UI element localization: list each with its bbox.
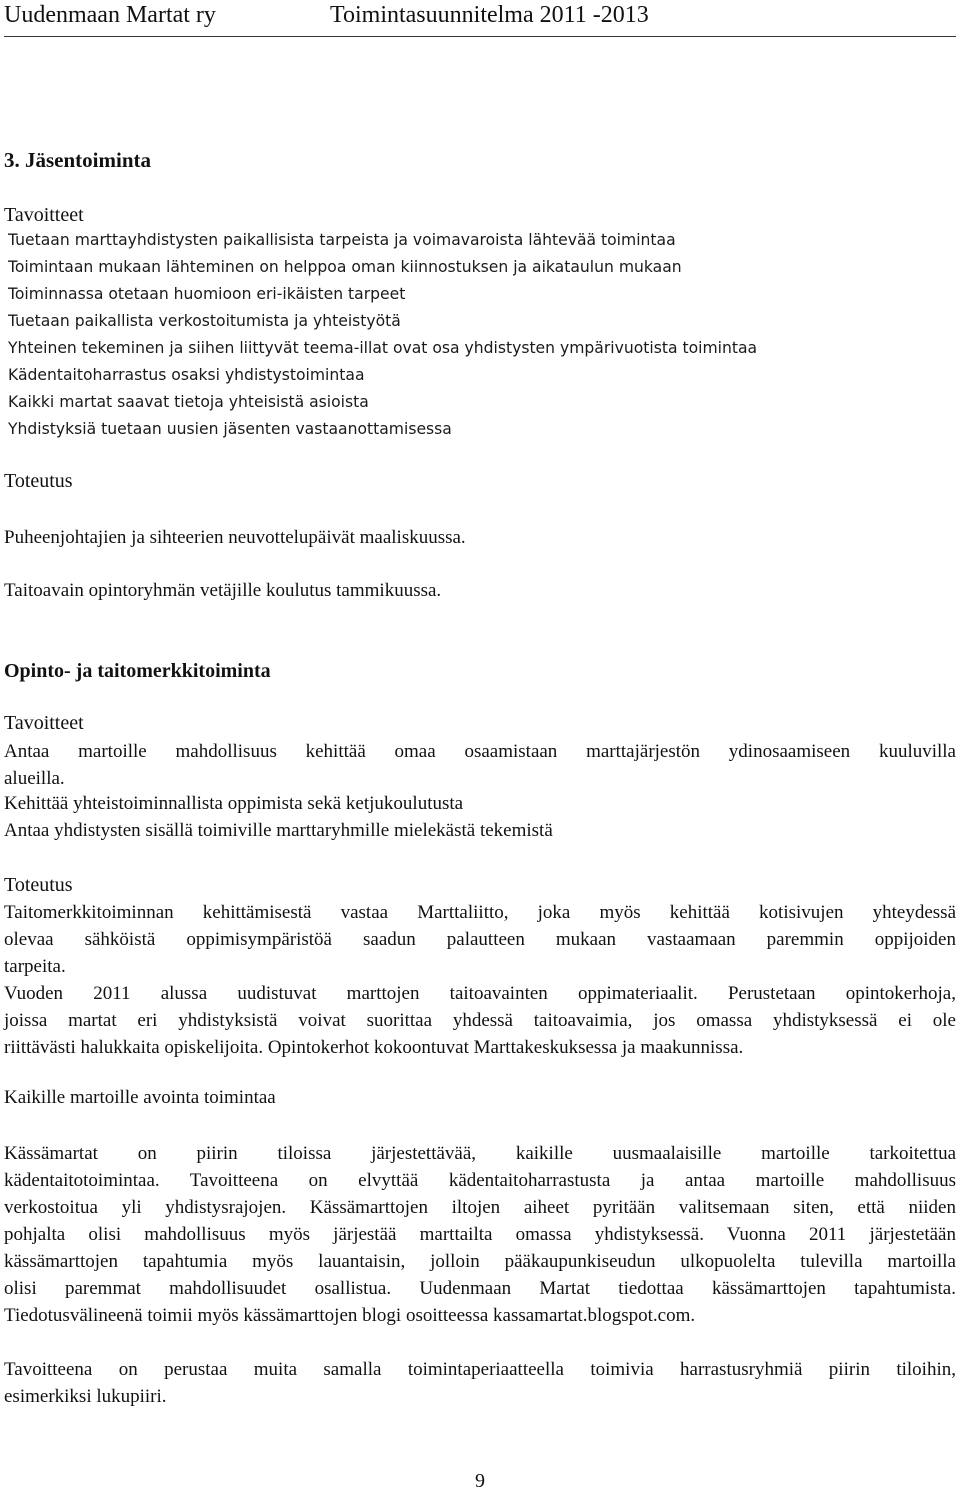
paragraph-kassamartat: [4, 1140, 956, 1329]
list-item: Toimintaan mukaan lähteminen on helppoa oman kiinnostuksen ja aikataulun mukaan: [8, 258, 682, 276]
list-item: Kädentaitoharrastus osaksi yhdistystoimintaa: [8, 366, 365, 384]
goals-line: Antaa martoille mahdollisuus kehittää omaa osaamistaan marttajärjestön ydinosaamiseen kuuluvilla: [4, 741, 956, 762]
section-title: 3. Jäsentoiminta: [4, 148, 151, 172]
paragraph-opintokerhot: [4, 980, 956, 1061]
paragraph-line: Tiedotusvälineenä toimii myös kässämarttojen blogi osoitteessa kassamartat.blogspot.com.: [4, 1305, 696, 1326]
goals-line: Kehittää yhteistoiminnallista oppimista sekä ketjukoulutusta: [4, 793, 464, 814]
implementation-item: Puheenjohtajien ja sihteerien neuvottelupäivät maaliskuussa.: [4, 527, 466, 548]
implementation-heading: Toteutus: [4, 470, 73, 492]
paragraph-line: olevaa sähköistä oppimisympäristöä saadun palautteen mukaan vastaamaan paremmin oppijoiden: [4, 929, 956, 950]
paragraph-line: Taitomerkkitoiminnan kehittämisestä vastaa Marttaliitto, joka myös kehittää kotisivujen yhteydessä: [4, 902, 956, 923]
paragraph-line: verkostoitua yli yhdistysrajojen. Kässämarttojen iltojen aiheet pyritään valitsemaan siten, että niiden: [4, 1197, 956, 1218]
subsection-title: Opinto- ja taitomerkkitoiminta: [4, 660, 271, 682]
list-item: Tuetaan paikallista verkostoitumista ja yhteistyötä: [8, 312, 401, 330]
page-number: 9: [475, 1470, 485, 1492]
page-header: [4, 0, 956, 37]
list-item: Yhteinen tekeminen ja siihen liittyvät teema-illat ovat osa yhdistysten ympärivuotista toimintaa: [8, 339, 758, 357]
paragraph-harrastusryhmat: [4, 1356, 956, 1410]
paragraph-line: kädentaitotoimintaa. Tavoitteena on elvyttää kädentaitoharrastusta ja antaa martoille mahdollisuus: [4, 1170, 956, 1191]
paragraph-line: joissa martat eri yhdistyksistä voivat suorittaa yhdessä taitoavaimia, jos omassa yhdistyksessä ei ole: [4, 1010, 956, 1031]
list-item: Tuetaan marttayhdistysten paikallisista tarpeista ja voimavaroista lähtevää toimintaa: [8, 231, 676, 249]
list-item: Kaikki martat saavat tietoja yhteisistä asioista: [8, 393, 369, 411]
subsection-implementation-heading: Toteutus: [4, 874, 73, 896]
document-title: Toimintasuunnitelma 2011 -2013: [330, 2, 649, 28]
paragraph-line: riittävästi halukkaita opiskelijoita. Opintokerhot kokoontuvat Marttakeskuksessa ja maakunnissa.: [4, 1037, 744, 1058]
paragraph-line: Vuoden 2011 alussa uudistuvat marttojen taitoavainten oppimateriaalit. Perustetaan opintokerhoja,: [4, 983, 956, 1004]
paragraph-line: esimerkiksi lukupiiri.: [4, 1386, 167, 1407]
paragraph-line: pohjalta olisi mahdollisuus myös järjestää marttailta omassa yhdistyksessä. Vuonna 2011 järjestetään: [4, 1224, 956, 1245]
subsection-goals-heading: Tavoitteet: [4, 712, 84, 734]
organization-name: Uudenmaan Martat ry: [4, 2, 216, 28]
paragraph-taitomerkki: [4, 899, 956, 980]
subsection-goals: [4, 738, 956, 844]
paragraph-line: Tavoitteena on perustaa muita samalla toimintaperiaatteella toimivia harrastusryhmiä piirin tiloihin,: [4, 1359, 956, 1380]
paragraph-line: tarpeita.: [4, 956, 66, 977]
paragraph-line: olisi paremmat mahdollisuudet osallistua. Uudenmaan Martat tiedottaa kässämarttojen tapahtumista.: [4, 1278, 956, 1299]
goals-line: Antaa yhdistysten sisällä toimiville marttaryhmille mielekästä tekemistä: [4, 820, 553, 841]
paragraph-line: Kässämartat on piirin tiloissa järjestettävää, kaikille uusmaalaisille martoille tarkoitettua: [4, 1143, 956, 1164]
open-activities-heading: Kaikille martoille avointa toimintaa: [4, 1087, 276, 1108]
goals-line: alueilla.: [4, 768, 65, 789]
list-item: Toiminnassa otetaan huomioon eri-ikäisten tarpeet: [8, 285, 406, 303]
list-item: Yhdistyksiä tuetaan uusien jäsenten vastaanottamisessa: [8, 420, 452, 438]
paragraph-line: kässämarttojen tapahtumia myös lauantaisin, jolloin pääkaupunkiseudun ulkopuolelta tulevilla martoilla: [4, 1251, 956, 1272]
implementation-item: Taitoavain opintoryhmän vetäjille koulutus tammikuussa.: [4, 580, 442, 601]
goals-heading: Tavoitteet: [4, 204, 84, 226]
